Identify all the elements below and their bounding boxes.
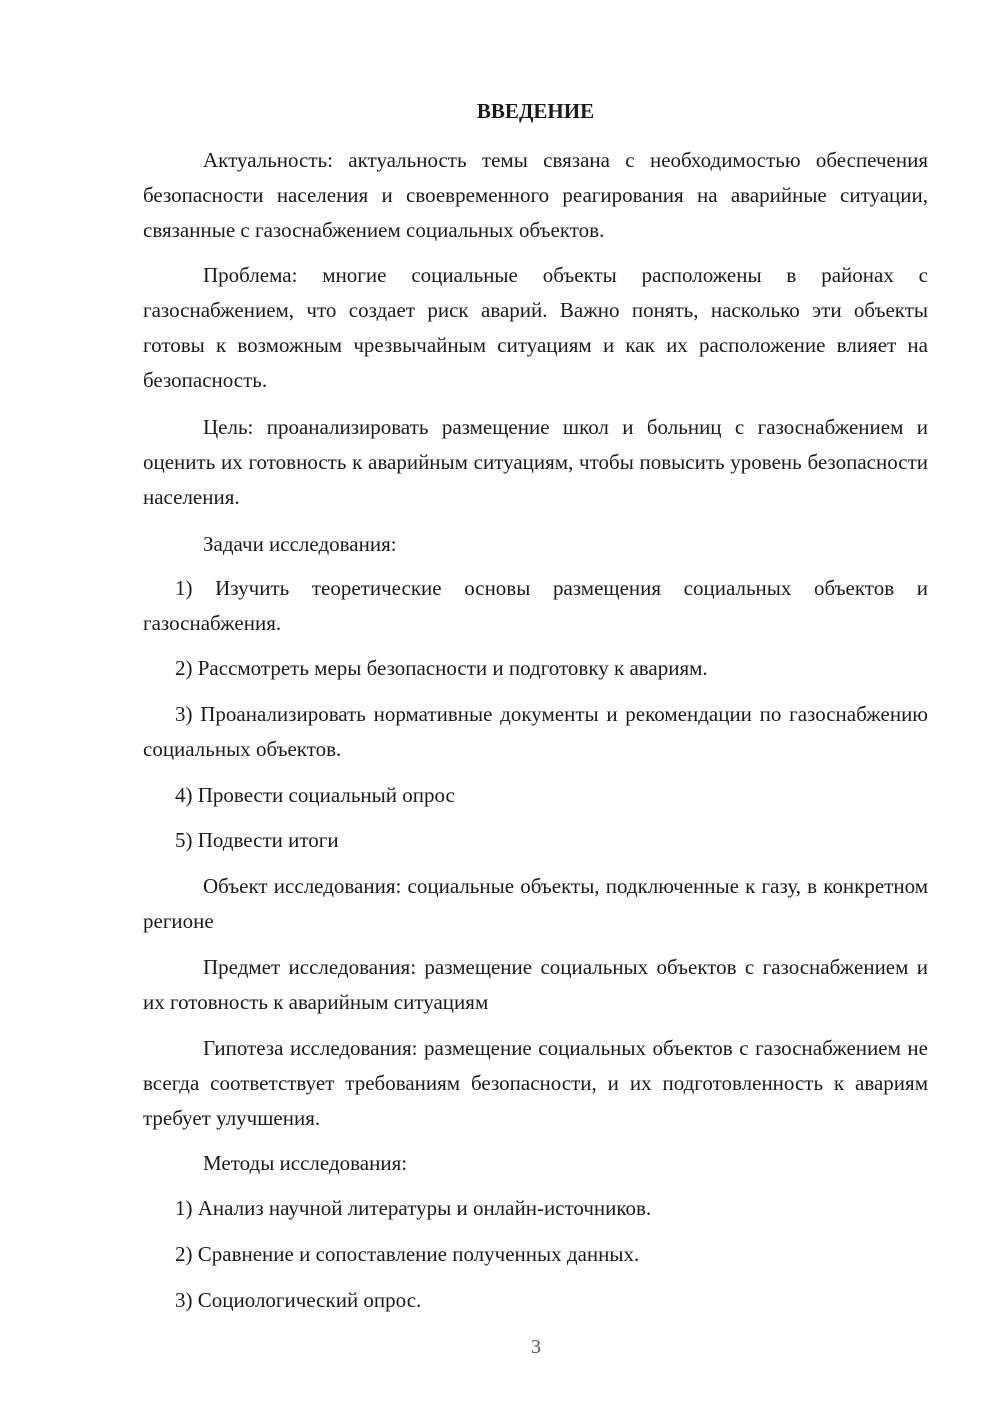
method-item: 2) Сравнение и сопоставление полученных данных. (175, 1242, 640, 1266)
task-item: 5) Подвести итоги (175, 828, 339, 852)
paragraph-subject: Предмет исследования: размещение социальных объектов с газоснабжением и их готовность к аварийным ситуациям (143, 955, 928, 1014)
paragraph-hypothesis: Гипотеза исследования: размещение социальных объектов с газоснабжением не всегда соответствует требованиям безопасности, и их подготовленность к авариям требует улучшения. (143, 1036, 928, 1130)
task-item: 4) Провести социальный опрос (175, 783, 455, 807)
task-item: 1) Изучить теоретические основы размещения социальных объектов и газоснабжения. (143, 576, 928, 635)
paragraph-tasks-heading: Задачи исследования: (203, 532, 397, 556)
paragraph-problem: Проблема: многие социальные объекты расположены в районах с газоснабжением, что создает риск аварий. Важно понять, насколько эти объекты готовы к возможным чрезвычайным ситуациям и как их расположение влияет на безопасность. (143, 263, 928, 392)
paragraph-object: Объект исследования: социальные объекты, подключенные к газу, в конкретном регионе (143, 874, 928, 933)
task-item: 2) Рассмотреть меры безопасности и подготовку к авариям. (175, 656, 708, 680)
page-title: ВВЕДЕНИЕ (476, 99, 595, 123)
page-number: 3 (531, 1336, 541, 1358)
task-item: 3) Проанализировать нормативные документы и рекомендации по газоснабжению социальных объектов. (143, 702, 928, 761)
paragraph-methods-heading: Методы исследования: (203, 1151, 408, 1175)
method-item: 1) Анализ научной литературы и онлайн-источников. (175, 1196, 652, 1220)
paragraph-goal: Цель: проанализировать размещение школ и больниц с газоснабжением и оценить их готовность к аварийным ситуациям, чтобы повысить уровень безопасности населения. (143, 415, 928, 509)
paragraph-relevance: Актуальность: актуальность темы связана с необходимостью обеспечения безопасности населения и своевременного реагирования на аварийные ситуации, связанные с газоснабжением социальных объектов. (143, 148, 928, 242)
method-item: 3) Социологический опрос. (175, 1288, 422, 1312)
